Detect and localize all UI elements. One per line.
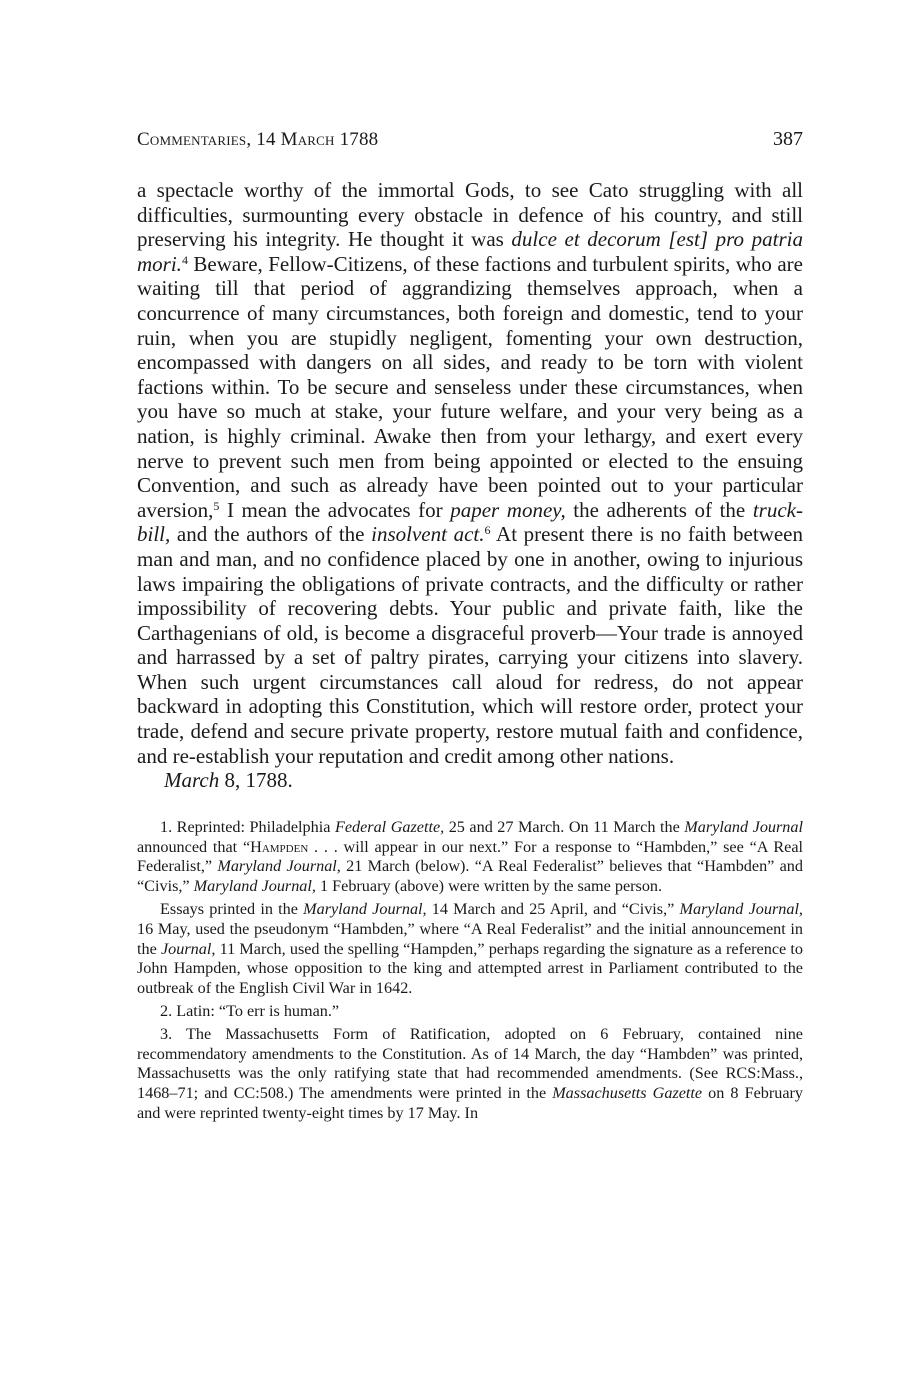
text-run: Essays printed in the [160,900,304,919]
footnotes [137,818,803,1124]
note-ref: 5 [213,498,220,513]
italic-title: Federal Gazette, [334,817,445,836]
document-page [137,128,803,1127]
text-run: the adherents of the [565,497,753,522]
footnote-1 [137,818,803,897]
text-run: 21 March (below). “A Real Federalist” believes that “Hambden” and “Civis,” [137,857,803,896]
dateline-rest: 8, 1788. [219,768,293,793]
running-head-title: Commentaries, 14 March 1788 [137,129,379,150]
footnote-2: 2. Latin: “To err is human.” [160,1002,340,1021]
body-paragraph [137,178,803,768]
text-run: a spectacle worthy of the immortal Gods, to see Cato struggling with all difficulties, surmounting every obstacle in defence of his country, and still preserving his integrity. He thought it was [137,178,803,252]
italic-title: Maryland Journal, [193,877,316,896]
dateline-month: March [164,768,220,793]
dateline [164,768,803,793]
text-run: 11 March, used the spelling “Hampden,” perhaps regarding the signature as a reference to John Hampden, whose opposition to the king and attempted arrest in Parliament contributed to the outbreak of the English Civil War in 1642. [137,939,803,998]
italic-term: paper money, [450,497,566,522]
text-run: 25 and 27 March. On 11 March the [444,817,685,836]
italic-title: Maryland Journal, [679,900,803,919]
italic-term: insolvent act. [371,522,485,547]
text-run: I mean the advocates for [219,497,451,522]
text-run: announced that “ [137,837,251,856]
italic-title: Journal, [160,939,216,958]
italic-title: Maryland Journal [684,817,803,836]
text-run: 16 May, used the pseudonym “Hambden,” where “A Real Federalist” and the initial announcement in the [137,919,803,958]
italic-title: Maryland Journal, [217,857,341,876]
text-run: . . . will appear in our next.” For a response to “Hambden,” see “A Real Federalist,” [137,837,804,876]
italic-term: truck-bill, [137,497,803,547]
main-text [137,178,803,768]
note-ref: 4 [181,252,188,267]
latin-quote: dulce et decorum [est] pro patria mori. [137,227,803,276]
text-run: on 8 February and were reprinted twenty-eight times by 17 May. In [137,1084,804,1122]
text-run: 1. Reprinted: Philadelphia [160,817,335,836]
text-run: 3. The Massachusetts Form of Ratification, adopted on 6 February, contained nine recommendatory amendments to the Constitution. As of 14 March, the day “Hambden” was printed, Massachusetts was the only ratifying state that had recommended amendments. (See RCS:Mass., 1468–71; and CC:508.) The amendments were printed in the [137,1024,803,1103]
italic-title: Massachusetts Gazette [552,1084,703,1103]
footnote-1-continued [137,900,803,999]
footnote-3 [137,1025,803,1124]
text-run: Beware, Fellow-Citizens, of these factions and turbulent spirits, who are waiting till that period of aggrandizing themselves approach, when a concurrence of many circumstances, both foreign and domestic, tend to your ruin, when you are stupidly negligent, fomenting your own destruction, encompassed with dangers on all sides, and ready to be torn with violent factions within. To be secure and senseless under these circumstances, when you have so much at stake, your future welfare, and your very being as a nation, is highly criminal. Awake then from your lethargy, and exert every nerve to prevent such men from being appointed or elected to the ensuing Convention, and such as already have been pointed out to your particular aversion, [137,251,803,522]
text-run: 1 February (above) were written by the same person. [315,877,663,896]
small-caps-word: Hampden [250,837,309,856]
page-number: 387 [773,128,803,150]
note-ref: 6 [484,523,491,538]
text-run: At present there is no faith between man and man, and no confidence placed by one in another, owing to injurious laws impairing the obligations of private contracts, and the difficulty or rather impossibility of recovering debts. Your public and private faith, like the Carthagenians of old, is become a disgraceful proverb—Your trade is annoyed and harrassed by a set of paltry pirates, carrying your citizens into slavery. When such urgent circumstances call aloud for redress, do not appear backward in adopting this Constitution, which will restore order, protect your trade, defend and secure private property, restore mutual faith and confidence, and re-establish your reputation and credit among other nations. [137,522,804,768]
text-run: and the authors of the [170,522,372,547]
italic-title: Maryland Journal, [303,900,427,919]
running-head [137,128,803,154]
text-run: 14 March and 25 April, and “Civis,” [426,900,680,919]
